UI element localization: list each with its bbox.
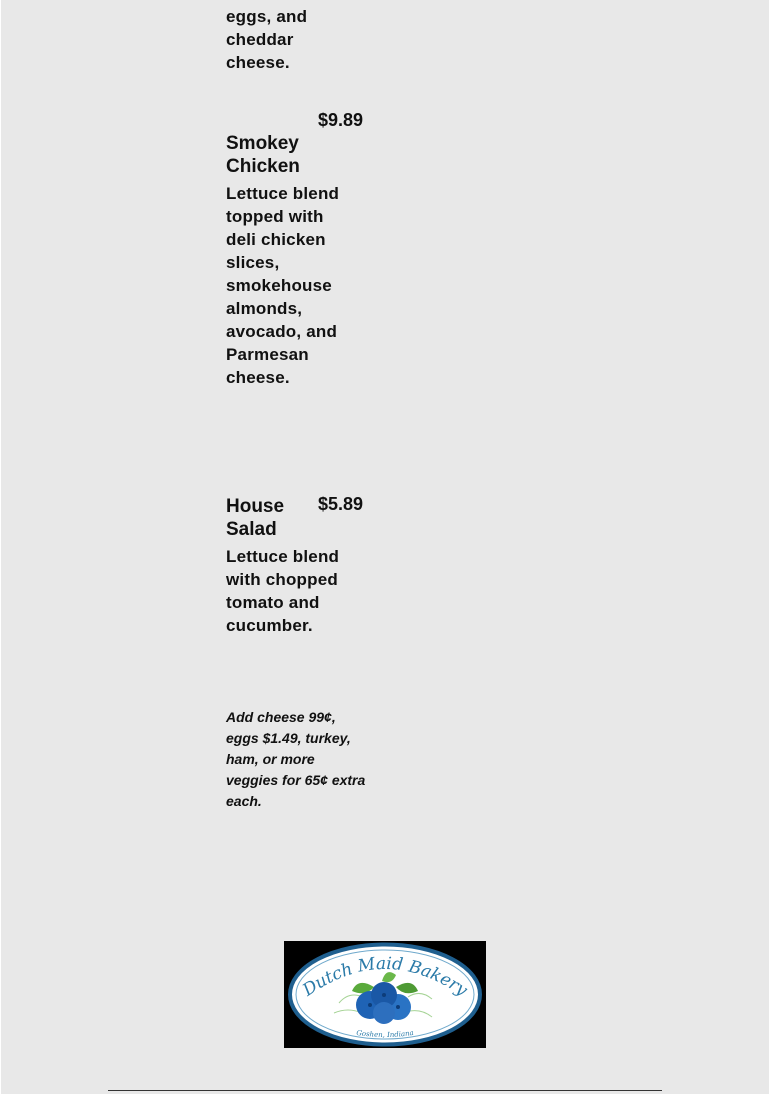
menu-page [1, 0, 769, 1094]
bakery-location-text: Goshen, Indiana [355, 1028, 415, 1040]
house-salad-name: House Salad [226, 496, 285, 540]
bakery-brand-text: Dutch Maid Bakery [299, 953, 471, 1001]
house-salad-addon-note: Add cheese 99¢, eggs $1.49, turkey, ham, or more veggies for 65¢ extra each. [226, 709, 366, 809]
house-salad-price: $5.89 [318, 494, 364, 514]
smokey-chicken-name: Smokey Chicken [226, 133, 300, 177]
dutch-maid-bakery-logo[interactable] [284, 941, 486, 1048]
house-salad-description: Lettuce blend with chopped tomato and cucumber. [226, 547, 340, 635]
smokey-chicken-description: Lettuce blend topped with deli chicken slices, smokehouse almonds, avocado, and Parmesan cheese. [226, 184, 340, 387]
partial-item-description: eggs, and cheddar cheese. [226, 7, 308, 72]
bakery-logo-graphic [284, 941, 486, 1048]
smokey-chicken-price: $9.89 [318, 110, 364, 130]
bottom-divider [108, 1090, 662, 1091]
